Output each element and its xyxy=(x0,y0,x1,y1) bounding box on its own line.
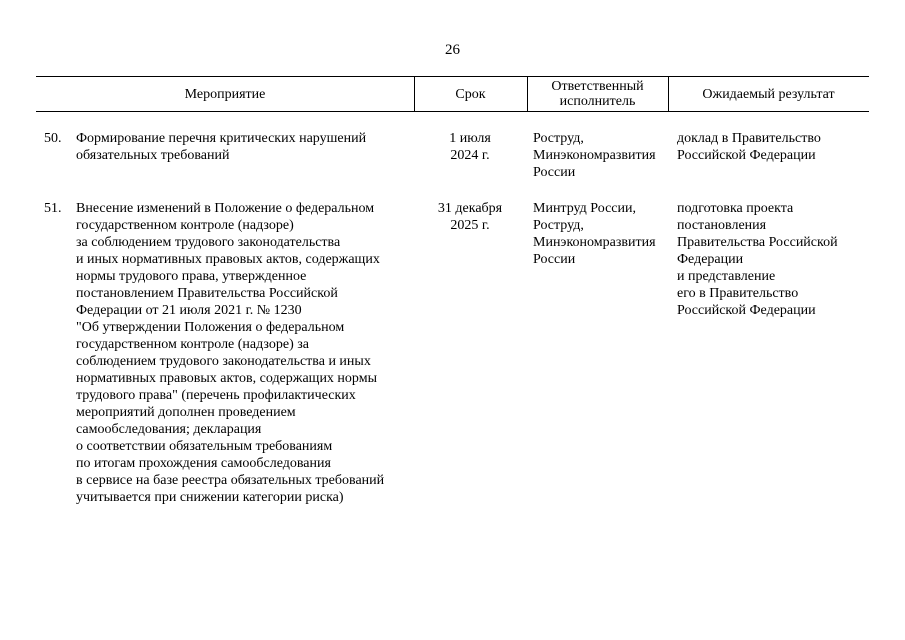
measure-line: обязательных требований xyxy=(76,148,230,163)
measure-line: за соблюдением трудового законодательства xyxy=(76,235,341,250)
responsible-line: Роструд, xyxy=(533,218,584,233)
measure-line: государственном контроле (надзоре) за xyxy=(76,337,309,352)
measure-line: самообследования; декларация xyxy=(76,422,262,437)
result-line: доклад в Правительство xyxy=(677,131,821,146)
result-line: Правительства Российской xyxy=(677,235,838,250)
result-line: Российской Федерации xyxy=(677,303,816,318)
result-line: подготовка проекта xyxy=(677,201,794,216)
measure-line: учитывается при снижении категории риска) xyxy=(76,490,344,505)
term-line: 1 июля xyxy=(449,131,491,146)
result-line: Российской Федерации xyxy=(677,148,816,163)
term-line: 31 декабря xyxy=(437,201,503,216)
header-measure: Мероприятие xyxy=(184,86,266,102)
measure-line: соблюдением трудового законодательства и иных xyxy=(76,354,371,369)
result-line: постановления xyxy=(677,218,767,233)
measure-line: нормативных правовых актов, содержащих нормы xyxy=(76,371,377,386)
measure-line: в сервисе на базе реестра обязательных требований xyxy=(76,473,385,488)
header-responsible xyxy=(527,77,668,111)
header-responsible-line: исполнитель xyxy=(559,94,636,109)
measure-line: и иных нормативных правовых актов, содержащих xyxy=(76,252,380,267)
responsible-line: Минтруд России, xyxy=(533,201,636,216)
result-line: Федерации xyxy=(677,252,744,267)
measure-line: "Об утверждении Положения о федеральном xyxy=(76,320,345,335)
measure-line: постановлением Правительства Российской xyxy=(76,286,338,301)
row-number: 51. xyxy=(44,201,62,216)
measure-line: Федерации от 21 июля 2021 г. № 1230 xyxy=(76,303,302,318)
header-result: Ожидаемый результат xyxy=(702,86,835,102)
responsible-line: России xyxy=(533,165,576,180)
measure-line: Внесение изменений в Положение о федеральном xyxy=(76,201,375,216)
measure-line: мероприятий дополнен проведением xyxy=(76,405,296,420)
header-term: Срок xyxy=(455,86,486,102)
responsible-line: Роструд, xyxy=(533,131,584,146)
term-line: 2025 г. xyxy=(450,218,490,233)
measure-line: по итогам прохождения самообследования xyxy=(76,456,331,471)
row-number: 50. xyxy=(44,131,62,146)
row-result xyxy=(677,200,869,319)
term-line: 2024 г. xyxy=(450,148,490,163)
row-term xyxy=(424,130,516,164)
row-result xyxy=(677,130,869,164)
measure-line: о соответствии обязательным требованиям xyxy=(76,439,333,454)
row-responsible xyxy=(533,130,673,181)
measure-line: нормы трудового права, утвержденное xyxy=(76,269,307,284)
responsible-line: России xyxy=(533,252,576,267)
responsible-line: Минэкономразвития xyxy=(533,235,656,250)
result-line: его в Правительство xyxy=(677,286,799,301)
page-number: 26 xyxy=(445,42,460,58)
measure-line: Формирование перечня критических нарушений xyxy=(76,131,367,146)
row-term xyxy=(424,200,516,234)
header-responsible-line: Ответственный xyxy=(551,79,644,94)
result-line: и представление xyxy=(677,269,776,284)
row-measure xyxy=(76,130,416,164)
row-responsible xyxy=(533,200,673,268)
row-measure xyxy=(76,200,416,506)
measure-line: трудового права" (перечень профилактических xyxy=(76,388,356,403)
responsible-line: Минэкономразвития xyxy=(533,148,656,163)
table-header-row xyxy=(36,76,869,112)
measure-line: государственном контроле (надзоре) xyxy=(76,218,294,233)
measures-table xyxy=(36,76,869,505)
